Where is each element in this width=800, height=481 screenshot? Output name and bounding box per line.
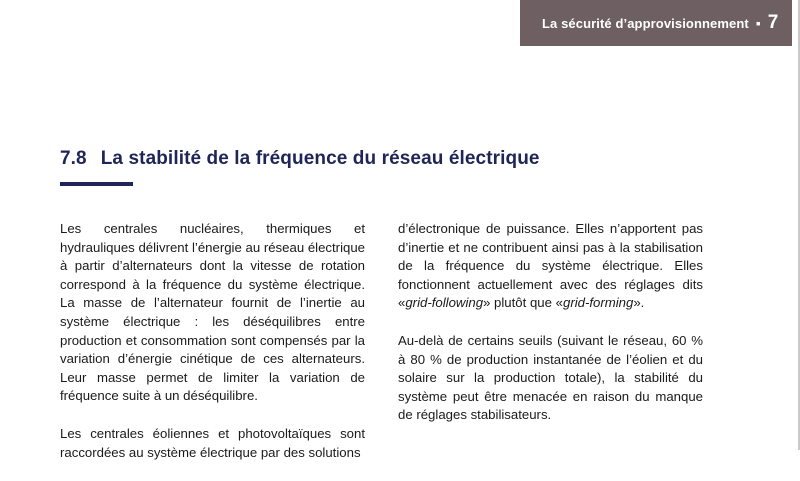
- paragraph-text: ».: [633, 295, 645, 311]
- paragraph-text: » plutôt que «: [483, 295, 563, 311]
- section-title: La stabilité de la fréquence du réseau électrique: [100, 148, 540, 169]
- section-heading: [60, 148, 540, 170]
- paragraph-text: d’électronique de puissance. Elles n’apportent pas d’inertie et ne contribuent ainsi pas à la stabilisation de la fréquence du système électrique. Elles fonctionnent actuellement avec des réglages dits «: [398, 221, 703, 311]
- text-column-left: [60, 220, 365, 481]
- term-grid-following: grid-following: [405, 295, 484, 311]
- paragraph: Les centrales éoliennes et photovoltaïques sont raccordées au système électrique par des solutions: [60, 425, 365, 460]
- paragraph: [398, 220, 703, 313]
- chapter-number: 7: [767, 12, 779, 33]
- text-column-right: [398, 220, 703, 444]
- paragraph: Au-delà de certains seuils (suivant le réseau, 60 % à 80 % de production instantanée de l’éolien et du solaire sur la production totale), la stabilité du système peut être menacée en raison du manque de réglages stabilisateurs.: [398, 332, 703, 423]
- heading-underline: [60, 182, 133, 186]
- chapter-header: [520, 0, 792, 46]
- paragraph: Les centrales nucléaires, thermiques et hydrauliques délivrent l’énergie au réseau électrique à partir d’alternateurs dont la vitesse de rotation correspond à la fréquence du système électrique. La masse de l’alternateur fournit de l’inertie au système électrique : les déséquilibres entre production et consommation sont compensés par la variation d’énergie cinétique de ces alternateurs. Leur masse permet de limiter la variation de fréquence suite à un déséquilibre.: [60, 221, 365, 404]
- chapter-title: La sécurité d’approvisionnement: [542, 15, 749, 31]
- term-grid-forming: grid-forming: [562, 295, 634, 311]
- section-number: 7.8: [60, 148, 87, 169]
- chapter-separator: ▪: [755, 15, 761, 31]
